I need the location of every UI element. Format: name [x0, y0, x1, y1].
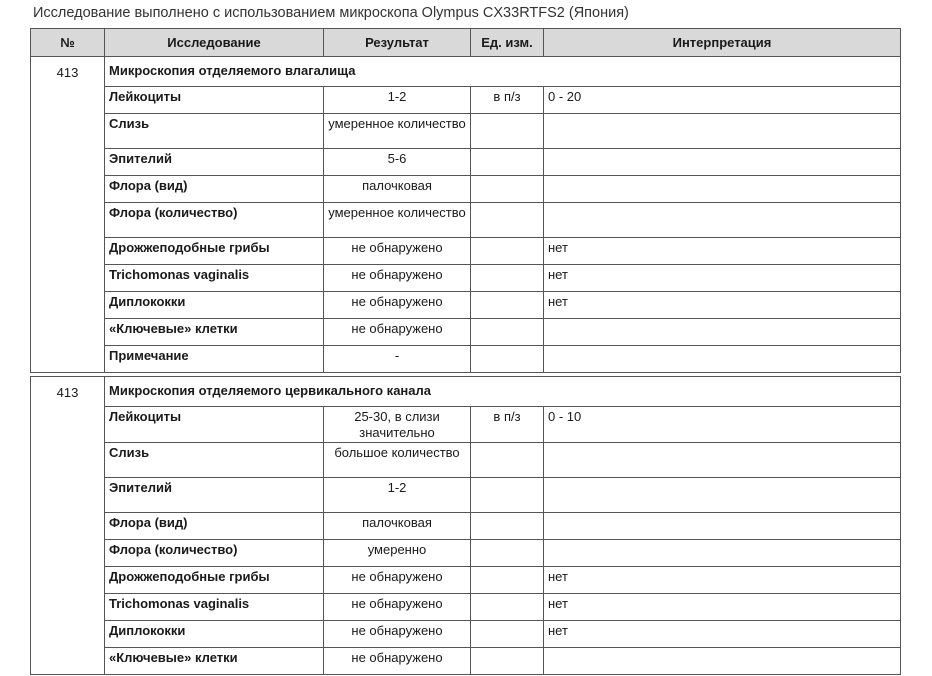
- result-cell: 25-30, в слизи значительно: [324, 407, 471, 443]
- table-row: [31, 513, 901, 540]
- unit-cell: [471, 203, 544, 238]
- interpretation-cell: [544, 648, 901, 675]
- interpretation-cell: [544, 346, 901, 373]
- result-cell: палочковая: [324, 176, 471, 203]
- interpretation-cell: нет: [544, 567, 901, 594]
- column-header-result: Результат: [324, 29, 471, 57]
- test-name-cell: Флора (количество): [105, 540, 324, 567]
- result-cell: не обнаружено: [324, 265, 471, 292]
- test-name-cell: Слизь: [105, 114, 324, 149]
- result-cell: не обнаружено: [324, 319, 471, 346]
- unit-cell: [471, 149, 544, 176]
- unit-cell: [471, 478, 544, 513]
- unit-cell: [471, 513, 544, 540]
- interpretation-cell: [544, 176, 901, 203]
- results-table: [30, 28, 901, 675]
- interpretation-cell: нет: [544, 238, 901, 265]
- section-number: 413: [31, 57, 105, 373]
- interpretation-cell: [544, 203, 901, 238]
- test-name-cell: Лейкоциты: [105, 407, 324, 443]
- table-row: [31, 265, 901, 292]
- unit-cell: [471, 567, 544, 594]
- table-header-row: [31, 29, 901, 57]
- result-cell: большое количество: [324, 443, 471, 478]
- table-row: [31, 176, 901, 203]
- section-number: 413: [31, 377, 105, 675]
- header-note: Исследование выполнено с использованием микроскопа Olympus CX33RTFS2 (Япония): [33, 5, 629, 21]
- result-cell: не обнаружено: [324, 594, 471, 621]
- section-header-row: [31, 377, 901, 407]
- result-cell: не обнаружено: [324, 238, 471, 265]
- test-name-cell: Примечание: [105, 346, 324, 373]
- test-name-cell: Слизь: [105, 443, 324, 478]
- unit-cell: [471, 443, 544, 478]
- table-row: [31, 203, 901, 238]
- interpretation-cell: [544, 540, 901, 567]
- result-cell: умеренное количество: [324, 203, 471, 238]
- unit-cell: [471, 594, 544, 621]
- table-row: [31, 238, 901, 265]
- test-name-cell: Дрожжеподобные грибы: [105, 567, 324, 594]
- result-cell: не обнаружено: [324, 567, 471, 594]
- interpretation-cell: [544, 319, 901, 346]
- unit-cell: [471, 540, 544, 567]
- test-name-cell: Trichomonas vaginalis: [105, 594, 324, 621]
- column-header-test: Исследование: [105, 29, 324, 57]
- test-name-cell: Флора (вид): [105, 513, 324, 540]
- test-name-cell: Диплококки: [105, 292, 324, 319]
- result-cell: умеренно: [324, 540, 471, 567]
- interpretation-cell: нет: [544, 292, 901, 319]
- column-header-unit: Ед. изм.: [471, 29, 544, 57]
- table-row: [31, 621, 901, 648]
- unit-cell: [471, 292, 544, 319]
- unit-cell: в п/з: [471, 407, 544, 443]
- interpretation-cell: [544, 478, 901, 513]
- table-row: [31, 443, 901, 478]
- result-cell: не обнаружено: [324, 648, 471, 675]
- unit-cell: [471, 265, 544, 292]
- section-header-row: [31, 57, 901, 87]
- interpretation-cell: [544, 114, 901, 149]
- result-cell: палочковая: [324, 513, 471, 540]
- table-row: [31, 648, 901, 675]
- unit-cell: [471, 621, 544, 648]
- test-name-cell: Эпителий: [105, 149, 324, 176]
- table-row: [31, 292, 901, 319]
- table-row: [31, 87, 901, 114]
- test-name-cell: Лейкоциты: [105, 87, 324, 114]
- table-row: [31, 478, 901, 513]
- section-title: Микроскопия отделяемого влагалища: [105, 57, 901, 87]
- unit-cell: [471, 176, 544, 203]
- test-name-cell: Эпителий: [105, 478, 324, 513]
- column-header-num: №: [31, 29, 105, 57]
- interpretation-cell: [544, 513, 901, 540]
- table-row: [31, 319, 901, 346]
- table-row: [31, 594, 901, 621]
- unit-cell: [471, 648, 544, 675]
- test-name-cell: Дрожжеподобные грибы: [105, 238, 324, 265]
- unit-cell: в п/з: [471, 87, 544, 114]
- interpretation-cell: 0 - 20: [544, 87, 901, 114]
- table-row: [31, 346, 901, 373]
- table-row: [31, 540, 901, 567]
- interpretation-cell: [544, 149, 901, 176]
- table-row: [31, 407, 901, 443]
- test-name-cell: Флора (вид): [105, 176, 324, 203]
- result-cell: не обнаружено: [324, 621, 471, 648]
- unit-cell: [471, 319, 544, 346]
- test-name-cell: Диплококки: [105, 621, 324, 648]
- interpretation-cell: нет: [544, 265, 901, 292]
- test-name-cell: «Ключевые» клетки: [105, 648, 324, 675]
- result-cell: 1-2: [324, 87, 471, 114]
- table-row: [31, 149, 901, 176]
- interpretation-cell: [544, 443, 901, 478]
- result-cell: 5-6: [324, 149, 471, 176]
- unit-cell: [471, 114, 544, 149]
- section-title: Микроскопия отделяемого цервикального канала: [105, 377, 901, 407]
- test-name-cell: Флора (количество): [105, 203, 324, 238]
- table-row: [31, 567, 901, 594]
- interpretation-cell: нет: [544, 594, 901, 621]
- result-cell: не обнаружено: [324, 292, 471, 319]
- test-name-cell: Trichomonas vaginalis: [105, 265, 324, 292]
- interpretation-cell: 0 - 10: [544, 407, 901, 443]
- result-cell: -: [324, 346, 471, 373]
- test-name-cell: «Ключевые» клетки: [105, 319, 324, 346]
- interpretation-cell: нет: [544, 621, 901, 648]
- unit-cell: [471, 346, 544, 373]
- column-header-interpretation: Интерпретация: [544, 29, 901, 57]
- unit-cell: [471, 238, 544, 265]
- result-cell: 1-2: [324, 478, 471, 513]
- table-row: [31, 114, 901, 149]
- result-cell: умеренное количество: [324, 114, 471, 149]
